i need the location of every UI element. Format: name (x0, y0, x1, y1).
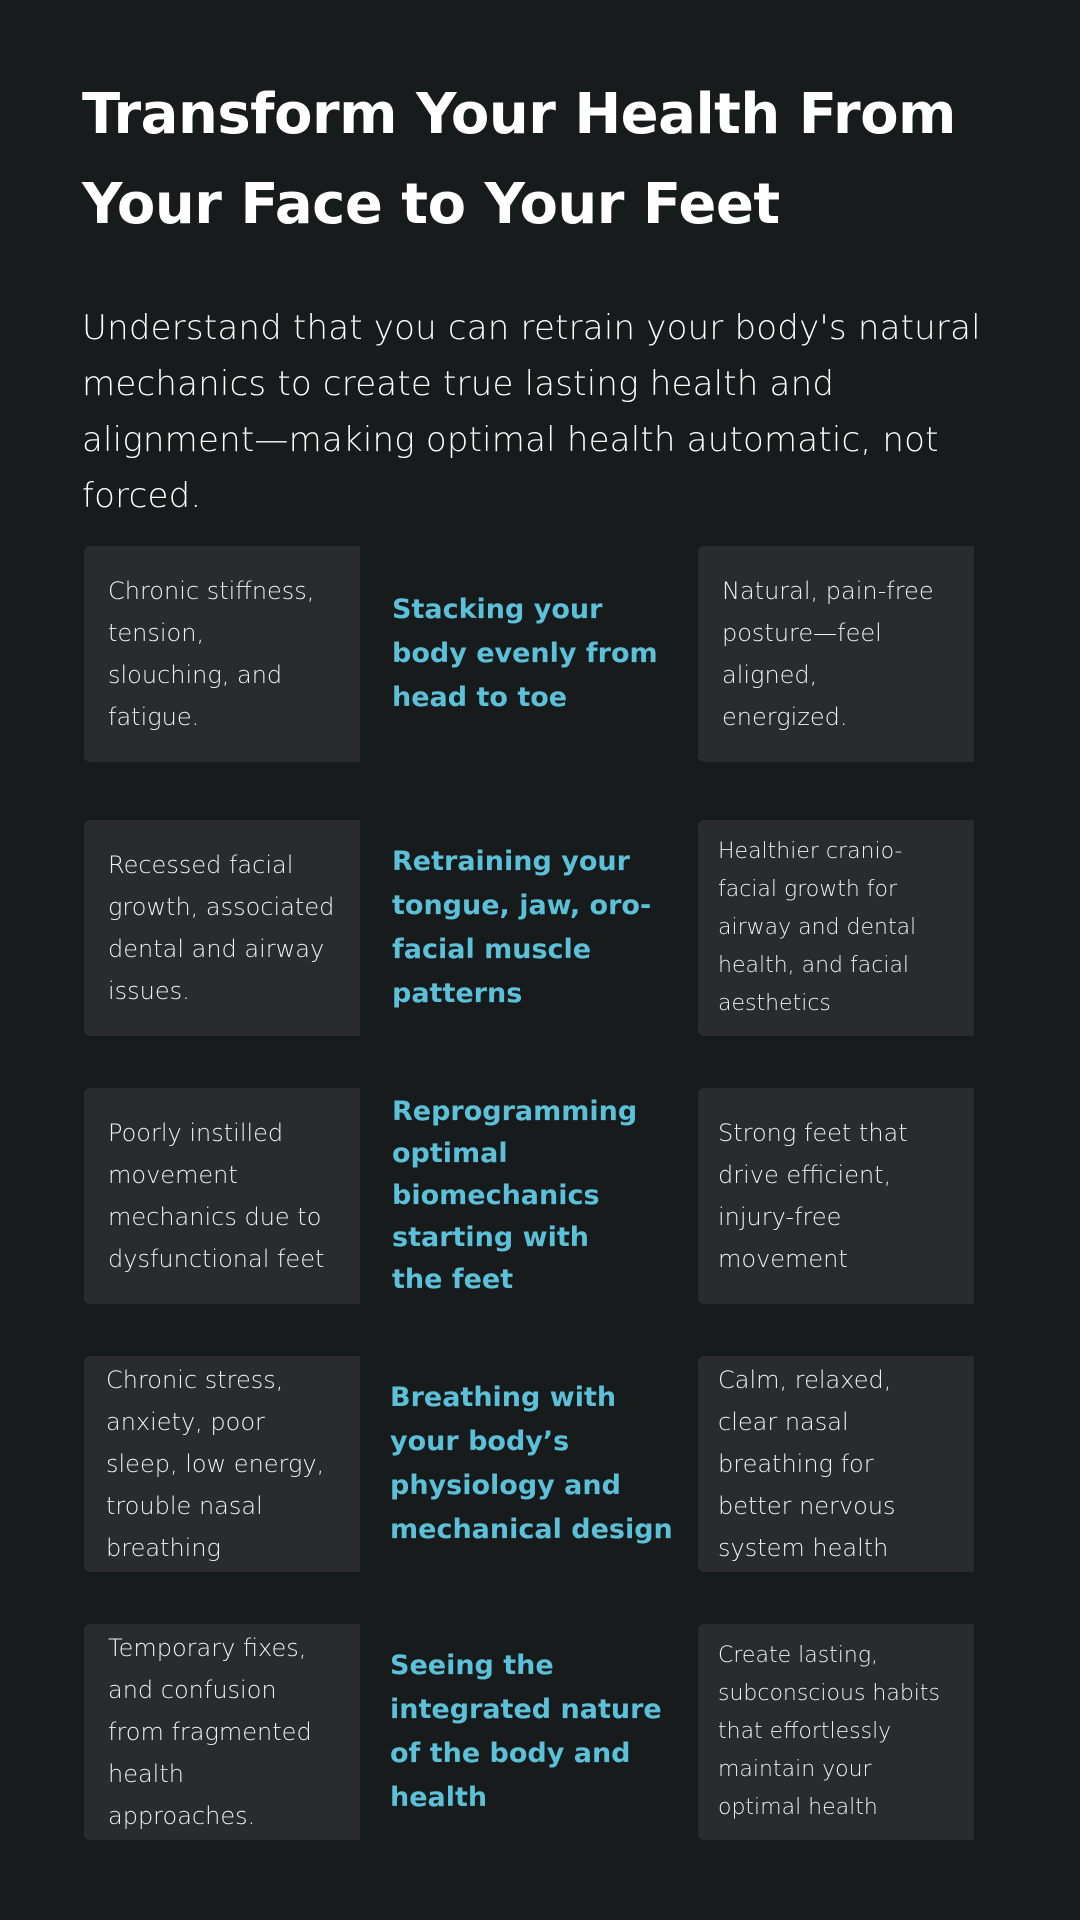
before-card (84, 546, 360, 762)
after-text: Create lasting, subconscious habits that effortlessly maintain your optimal health (718, 1643, 940, 1820)
method-text: Stacking your body evenly from head to toe (392, 594, 658, 713)
method-text: Seeing the integrated nature of the body and health (390, 1650, 662, 1813)
comparison-row (84, 820, 974, 1036)
method-text: Breathing with your body’s physiology and mechanical design (390, 1382, 673, 1545)
before-text: Poorly instilled movement mechanics due to dysfunctional feet (108, 1119, 325, 1273)
title-line-2: Your Face to Your Feet (82, 172, 780, 237)
method-cell (392, 820, 684, 1036)
after-text: Strong feet that drive efficient, injury-free movement (718, 1119, 908, 1273)
comparison-row (84, 1088, 974, 1304)
after-card (698, 1356, 974, 1572)
method-cell (390, 1624, 682, 1840)
method-text: Retraining your tongue, jaw, oro-facial muscle patterns (392, 846, 652, 1009)
method-cell (390, 1356, 682, 1572)
title-line-1: Transform Your Health From (82, 82, 956, 147)
after-card (698, 1624, 974, 1840)
after-card (698, 820, 974, 1036)
method-text: Reprogramming optimal biomechanics starting with the feet (392, 1096, 638, 1295)
before-card (84, 1356, 360, 1572)
comparison-row (84, 1356, 974, 1572)
before-text: Recessed facial growth, associated dental and airway issues. (108, 851, 335, 1005)
before-text: Chronic stiffness, tension, slouching, and fatigue. (108, 577, 315, 731)
comparison-row (84, 1624, 974, 1840)
after-text: Natural, pain-free posture—feel aligned, energized. (722, 577, 934, 731)
before-card (84, 1624, 360, 1840)
after-card (698, 546, 974, 762)
before-text: Temporary fixes, and confusion from fragmented health approaches. (108, 1634, 312, 1830)
comparison-row (84, 546, 974, 762)
method-cell (392, 546, 684, 762)
before-card (84, 1088, 360, 1304)
page (82, 70, 998, 1830)
before-card (84, 820, 360, 1036)
after-text: Calm, relaxed, clear nasal breathing for better nervous system health (718, 1366, 896, 1562)
method-cell (392, 1088, 684, 1304)
page-title (82, 70, 998, 250)
before-text: Chronic stress, anxiety, poor sleep, low energy, trouble nasal breathing (106, 1366, 325, 1562)
after-card (698, 1088, 974, 1304)
page-subtitle: Understand that you can retrain your body's natural mechanics to create true lasting health and alignment—making optimal health automatic, not forced. (82, 308, 981, 516)
after-text: Healthier cranio-facial growth for airway and dental health, and facial aesthetics (718, 839, 917, 1016)
